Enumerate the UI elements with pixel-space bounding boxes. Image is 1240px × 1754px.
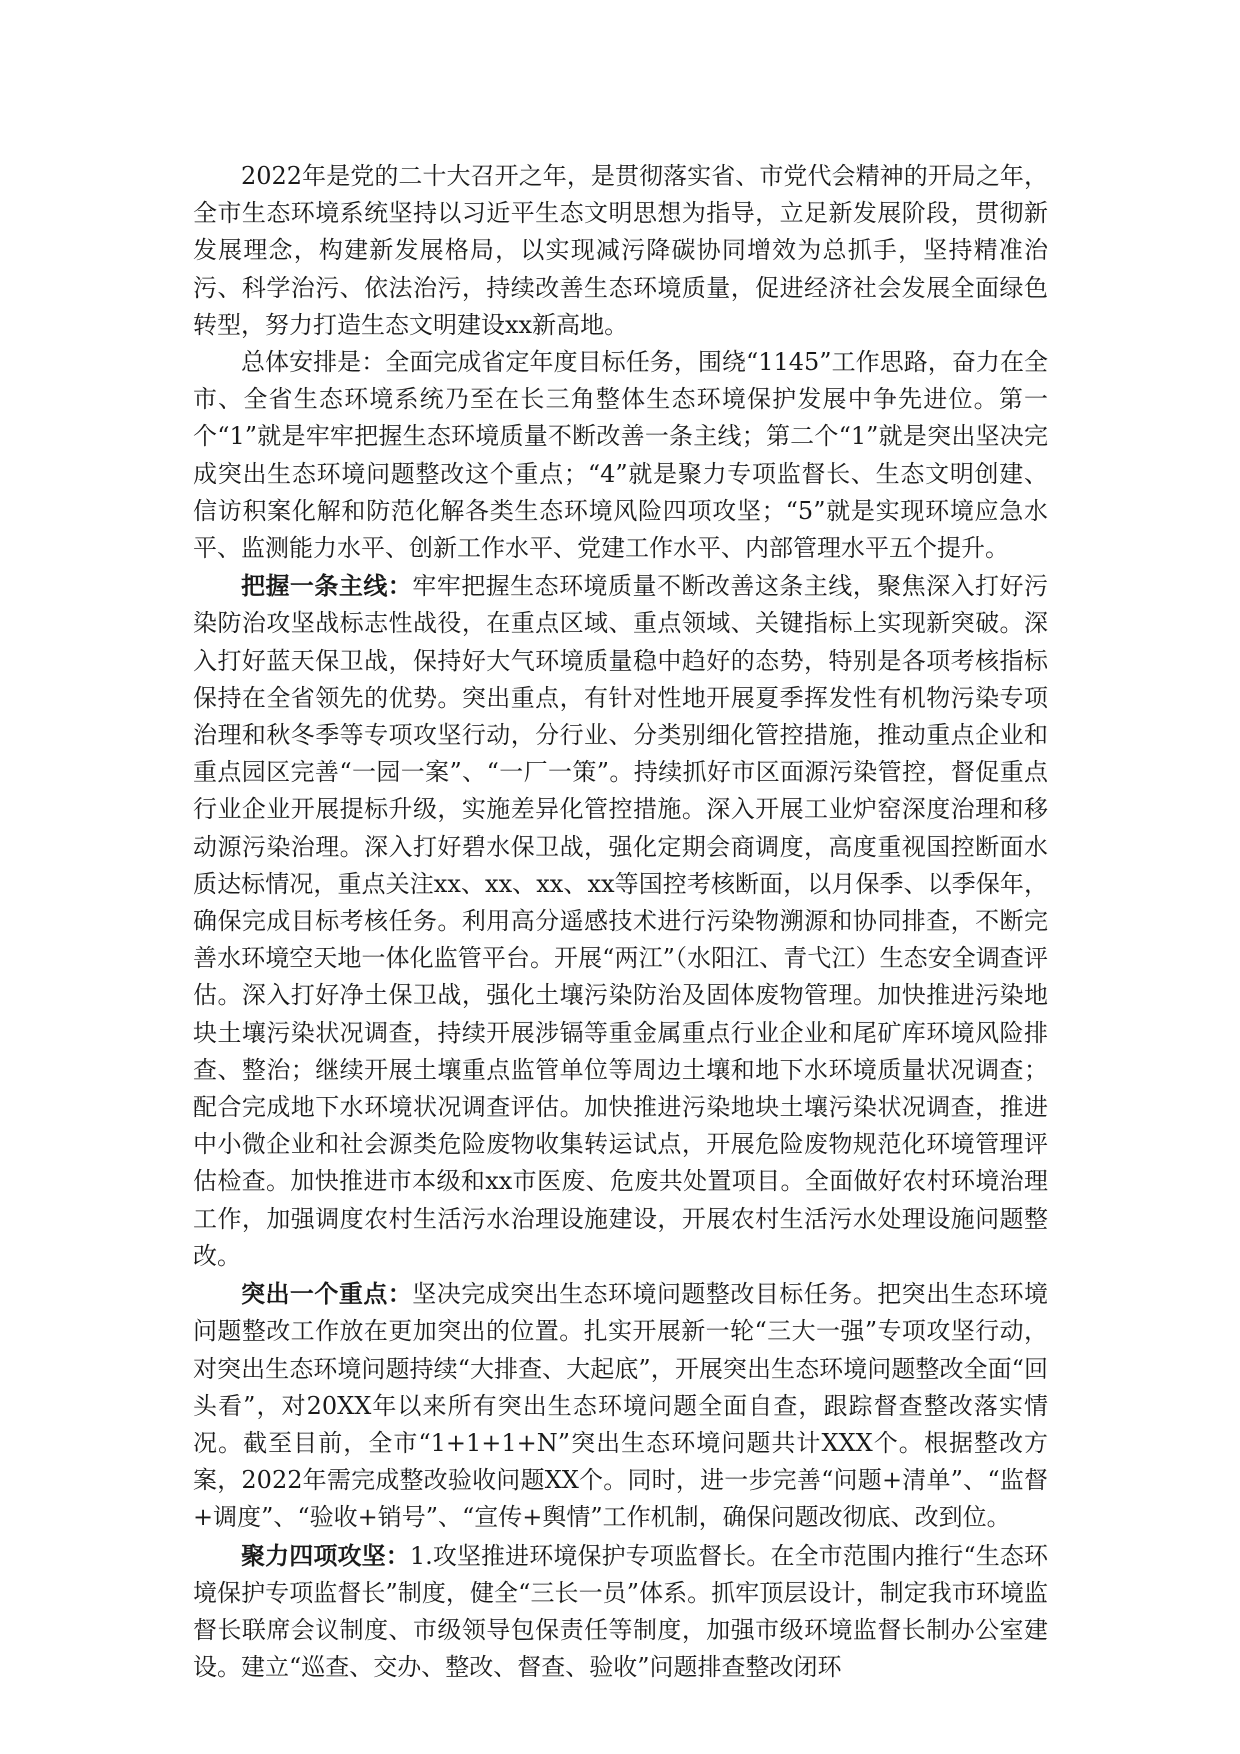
- paragraph-text: 总体安排是：全面完成省定年度目标任务，围绕“1145”工作思路，奋力在全市、全省生态环境系统乃至在长三角整体生态环境保护发展中争先进位。第一个“1”就是牢牢把握生态环境质量不断改善一条主线；第二个“1”就是突出坚决完成突出生态环境问题整改这个重点；“4”就是聚力专项监督长、生态文明创建、信访积案化解和防范化解各类生态环境风险四项攻坚；“5”就是实现环境应急水平、监测能力水平、创新工作水平、党建工作水平、内部管理水平五个提升。: [193, 348, 1048, 563]
- paragraph-lead-heading: 突出一个重点：: [241, 1279, 413, 1309]
- paragraph-text: 1.攻坚推进环境保护专项监督长。在全市范围内推行“生态环境保护专项监督长”制度，健全“三长一员”体系。抓牢顶层设计，制定我市环境监督长联席会议制度、市级领导包保责任等制度，加强市级环境监督长制办公室建设。建立“巡查、交办、整改、督查、验收”问题排查整改闭环: [193, 1541, 1048, 1682]
- paragraph-text: 牢牢把握生态环境质量不断改善这条主线，聚焦深入打好污染防治攻坚战标志性战役，在重点区域、重点领域、关键指标上实现新突破。深入打好蓝天保卫战，保持好大气环境质量稳中趋好的态势，特别是各项考核指标保持在全省领先的优势。突出重点，有针对性地开展夏季挥发性有机物污染专项治理和秋冬季等专项攻坚行动，分行业、分类别细化管控措施，推动重点企业和重点园区完善“一园一案”、“一厂一策”。持续抓好市区面源污染管控，督促重点行业企业开展提标升级，实施差异化管控措施。深入开展工业炉窑深度治理和移动源污染治理。深入打好碧水保卫战，强化定期会商调度，高度重视国控断面水质达标情况，重点关注xx、xx、xx、xx等国控考核断面，以月保季、以季保年，确保完成目标考核任务。利用高分遥感技术进行污染物溯源和协同排查，不断完善水环境空天地一体化监管平台。开展“两江”（水阳江、青弋江）生态安全调查评估。深入打好净土保卫战，强化土壤污染防治及固体废物管理。加快推进污染地块土壤污染状况调查，持续开展涉镉等重金属重点行业企业和尾矿库环境风险排查、整治；继续开展土壤重点监管单位等周边土壤和地下水环境质量状况调查；配合完成地下水环境状况调查评估。加快推进污染地块土壤污染状况调查，推进中小微企业和社会源类危险废物收集转运试点，开展危险废物规范化环境管理评估检查。加快推进市本级和xx市医废、危废共处置项目。全面做好农村环境治理工作，加强调度农村生活污水治理设施建设，开展农村生活污水处理设施问题整改。: [193, 572, 1048, 1270]
- paragraph-text: 坚决完成突出生态环境问题整改目标任务。把突出生态环境问题整改工作放在更加突出的位置。扎实开展新一轮“三大一强”专项攻坚行动，对突出生态环境问题持续“大排查、大起底”，开展突出生态环境问题整改全面“回头看”，对20XX年以来所有突出生态环境问题全面自查，跟踪督查整改落实情况。截至目前，全市“1+1+1+N”突出生态环境问题共计XXX个。根据整改方案，2022年需完成整改验收问题XX个。同时，进一步完善“问题+清单”、“监督+调度”、“验收+销号”、“宣传+舆情”工作机制，确保问题改彻底、改到位。: [193, 1280, 1048, 1532]
- four-tasks-paragraph: [193, 1537, 1048, 1687]
- paragraph-lead-heading: 聚力四项攻坚：: [241, 1540, 410, 1570]
- overall-arrangement-paragraph: [193, 344, 1048, 567]
- main-line-paragraph: [193, 567, 1048, 1275]
- intro-paragraph: [193, 158, 1048, 344]
- key-focus-paragraph: [193, 1275, 1048, 1536]
- paragraph-text: 2022年是党的二十大召开之年，是贯彻落实省、市党代会精神的开局之年，全市生态环境系统坚持以习近平生态文明思想为指导，立足新发展阶段，贯彻新发展理念，构建新发展格局，以实现减污降碳协同增效为总抓手，坚持精准治污、科学治污、依法治污，持续改善生态环境质量，促进经济社会发展全面绿色转型，努力打造生态文明建设xx新高地。: [193, 162, 1048, 339]
- document-page: [193, 158, 1048, 1686]
- paragraph-lead-heading: 把握一条主线：: [241, 571, 413, 601]
